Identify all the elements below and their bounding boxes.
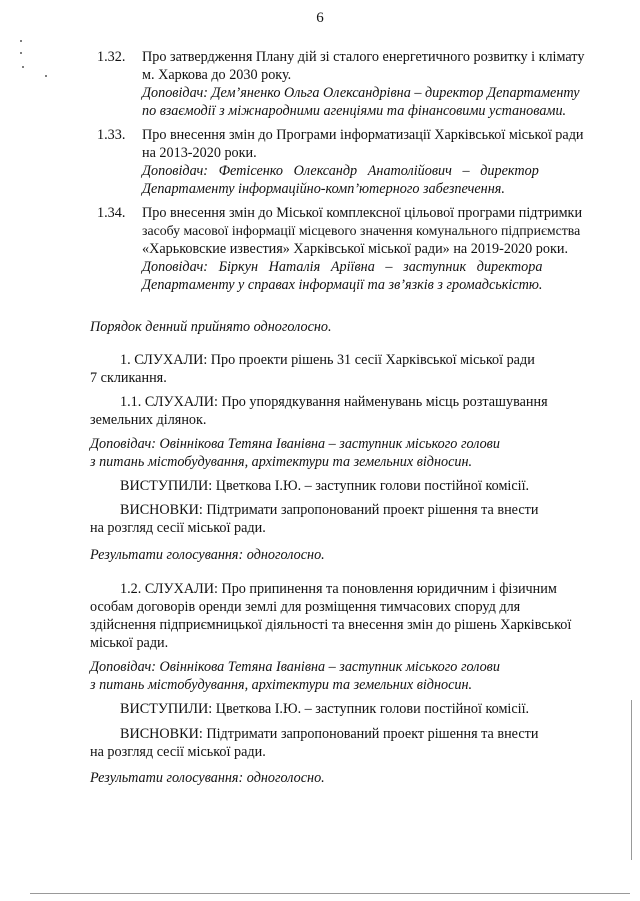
- item-speaker-line: по взаємодії з міжнародними агенціями та фінансовими установами.: [142, 103, 567, 119]
- scan-edge: [631, 700, 632, 860]
- heard-line: 1.2. СЛУХАЛИ: Про припинення та поновлення юридичним і фізичним: [120, 581, 557, 597]
- conclusions-line: на розгляд сесії міської ради.: [90, 744, 266, 760]
- item-number: 1.34.: [97, 205, 126, 221]
- conclusions-line: на розгляд сесії міської ради.: [90, 520, 266, 536]
- speaker-line: з питань містобудування, архітектури та земельних відносин.: [90, 454, 473, 470]
- item-title-line: Про затвердження Плану дій зі сталого енергетичного розвитку і клімату: [142, 49, 585, 65]
- conclusions-line: ВИСНОВКИ: Підтримати запропонований проект рішення та внести: [120, 726, 539, 742]
- conclusions-line: ВИСНОВКИ: Підтримати запропонований проект рішення та внести: [120, 502, 539, 518]
- item-title-line: «Харьковские известия» Харківської міської ради» на 2019-2020 роки.: [142, 241, 568, 257]
- item-speaker-line: Доповідач: Біркун Наталія Аріївна – заступник директора: [142, 259, 543, 275]
- scan-mark: [20, 40, 22, 42]
- heard-line: 1.1. СЛУХАЛИ: Про упорядкування найменувань місць розташування: [120, 394, 548, 410]
- item-title-line: засобу масової інформації місцевого значення комунального підприємства: [142, 223, 581, 238]
- agenda-adopted: Порядок денний прийнято одноголосно.: [90, 319, 332, 335]
- item-speaker-line: Доповідач: Фетісенко Олександр Анатолійович – директор: [142, 163, 539, 179]
- item-title-line: м. Харкова до 2030 року.: [142, 67, 292, 83]
- heard-line: земельних ділянок.: [90, 412, 207, 428]
- spoke-line: ВИСТУПИЛИ: Цветкова І.Ю. – заступник голови постійної комісії.: [120, 478, 530, 494]
- item-speaker-line: Департаменту інформаційно-комп’ютерного забезпечення.: [142, 181, 505, 197]
- scan-mark: [20, 52, 22, 54]
- item-speaker-line: Доповідач: Дем’яненко Ольга Олександрівна – директор Департаменту: [142, 85, 580, 101]
- scan-mark: [22, 66, 24, 68]
- vote-result: Результати голосування: одноголосно.: [90, 547, 325, 563]
- heard-line: міської ради.: [90, 635, 169, 651]
- spoke-line: ВИСТУПИЛИ: Цветкова І.Ю. – заступник голови постійної комісії.: [120, 701, 530, 717]
- item-number: 1.33.: [97, 127, 126, 143]
- page-number: 6: [316, 10, 324, 26]
- heard-line: 1. СЛУХАЛИ: Про проекти рішень 31 сесії Харківської міської ради: [120, 352, 535, 368]
- heard-line: особам договорів оренди землі для розміщення тимчасових споруд для: [90, 599, 521, 615]
- heard-line: здійснення підприємницької діяльності та внесення змін до рішень Харківської: [90, 617, 572, 633]
- item-title-line: Про внесення змін до Програми інформатизації Харківської міської ради: [142, 127, 584, 143]
- item-number: 1.32.: [97, 49, 126, 65]
- item-title-line: Про внесення змін до Міської комплексної цільової програми підтримки: [142, 205, 583, 221]
- speaker-line: з питань містобудування, архітектури та земельних відносин.: [90, 677, 473, 693]
- item-title-line: на 2013-2020 роки.: [142, 145, 257, 161]
- speaker-line: Доповідач: Овіннікова Тетяна Іванівна – заступник міського голови: [90, 659, 500, 675]
- scan-edge: [30, 893, 630, 894]
- vote-result: Результати голосування: одноголосно.: [90, 770, 325, 786]
- scan-mark: [45, 75, 47, 77]
- item-speaker-line: Департаменту у справах інформації та зв’язків з громадськістю.: [142, 277, 543, 293]
- speaker-line: Доповідач: Овіннікова Тетяна Іванівна – заступник міського голови: [90, 436, 500, 452]
- heard-line: 7 скликання.: [90, 370, 167, 386]
